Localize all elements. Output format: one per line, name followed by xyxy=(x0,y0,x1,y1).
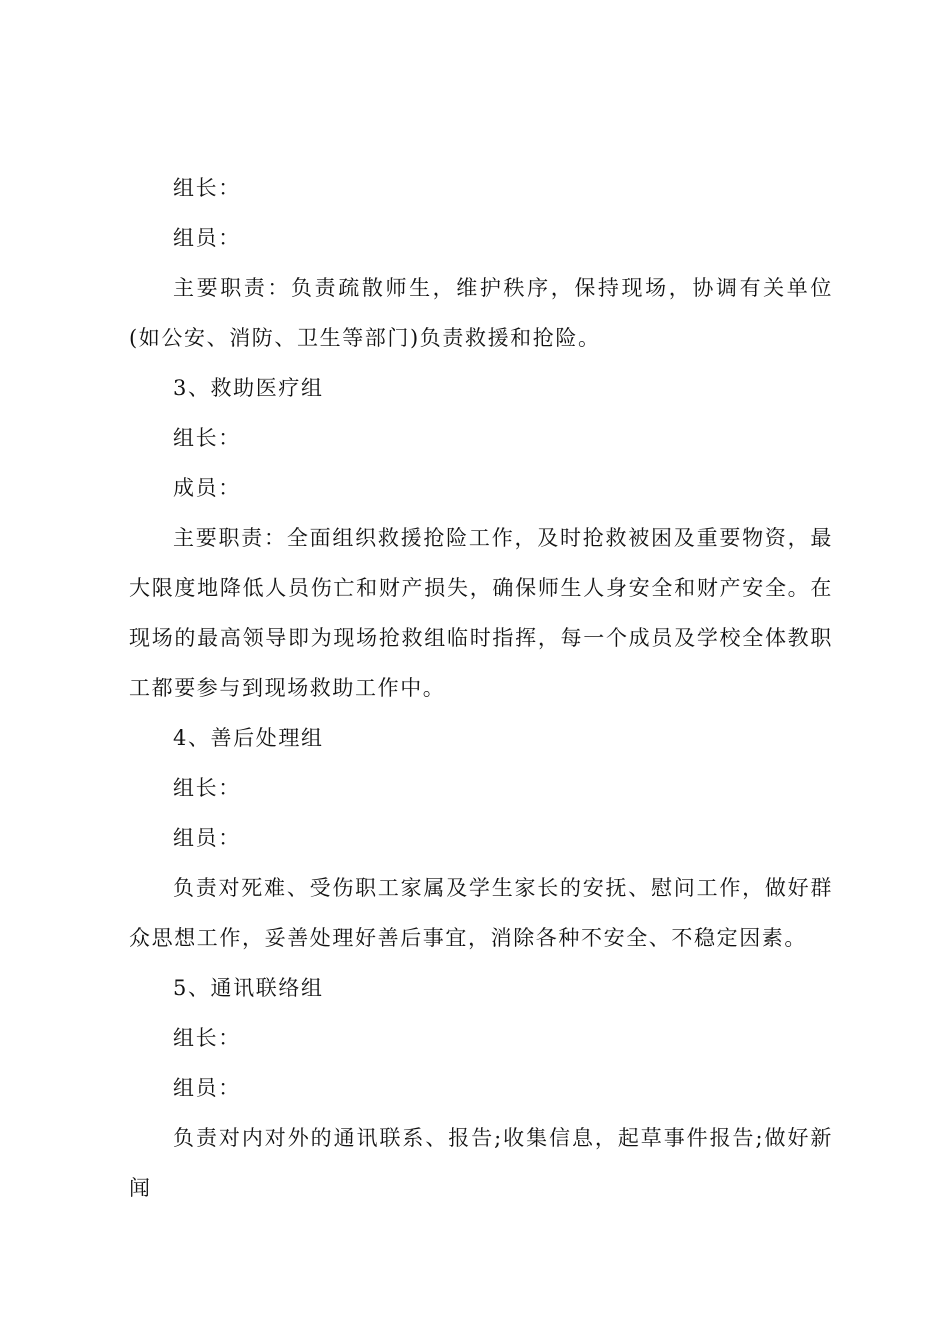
section-heading-aftermath: 4、善后处理组 xyxy=(173,726,324,750)
paragraph-duties-evacuation: 主要职责：负责疏散师生，维护秩序，保持现场，协调有关单位(如公安、消防、卫生等部门)负责救援和抢险。 xyxy=(129,276,833,350)
paragraph-group-members-4: 组员： xyxy=(173,1076,241,1100)
paragraph-group-members-1: 组员： xyxy=(173,226,241,250)
paragraph-group-leader-3: 组长： xyxy=(173,776,241,800)
paragraph-members-2: 成员： xyxy=(173,476,241,500)
paragraph-duties-aftermath: 负责对死难、受伤职工家属及学生家长的安抚、慰问工作，做好群众思想工作，妥善处理好善后事宜，消除各种不安全、不稳定因素。 xyxy=(129,876,833,950)
paragraph-group-leader-4: 组长： xyxy=(173,1026,241,1050)
section-heading-communications: 5、通讯联络组 xyxy=(173,976,324,1000)
paragraph-group-members-3: 组员： xyxy=(173,826,241,850)
paragraph-group-leader-2: 组长： xyxy=(173,426,241,450)
paragraph-duties-rescue: 主要职责：全面组织救援抢险工作，及时抢救被困及重要物资，最大限度地降低人员伤亡和财产损失，确保师生人身安全和财产安全。在现场的最高领导即为现场抢救组临时指挥，每一个成员及学校全体教职工都要参与到现场救助工作中。 xyxy=(129,526,833,700)
document-body xyxy=(129,163,833,1213)
paragraph-duties-communications: 负责对内对外的通讯联系、报告;收集信息，起草事件报告;做好新闻 xyxy=(129,1126,833,1200)
section-heading-medical-rescue: 3、救助医疗组 xyxy=(173,376,324,400)
paragraph-group-leader-1: 组长： xyxy=(173,176,241,200)
